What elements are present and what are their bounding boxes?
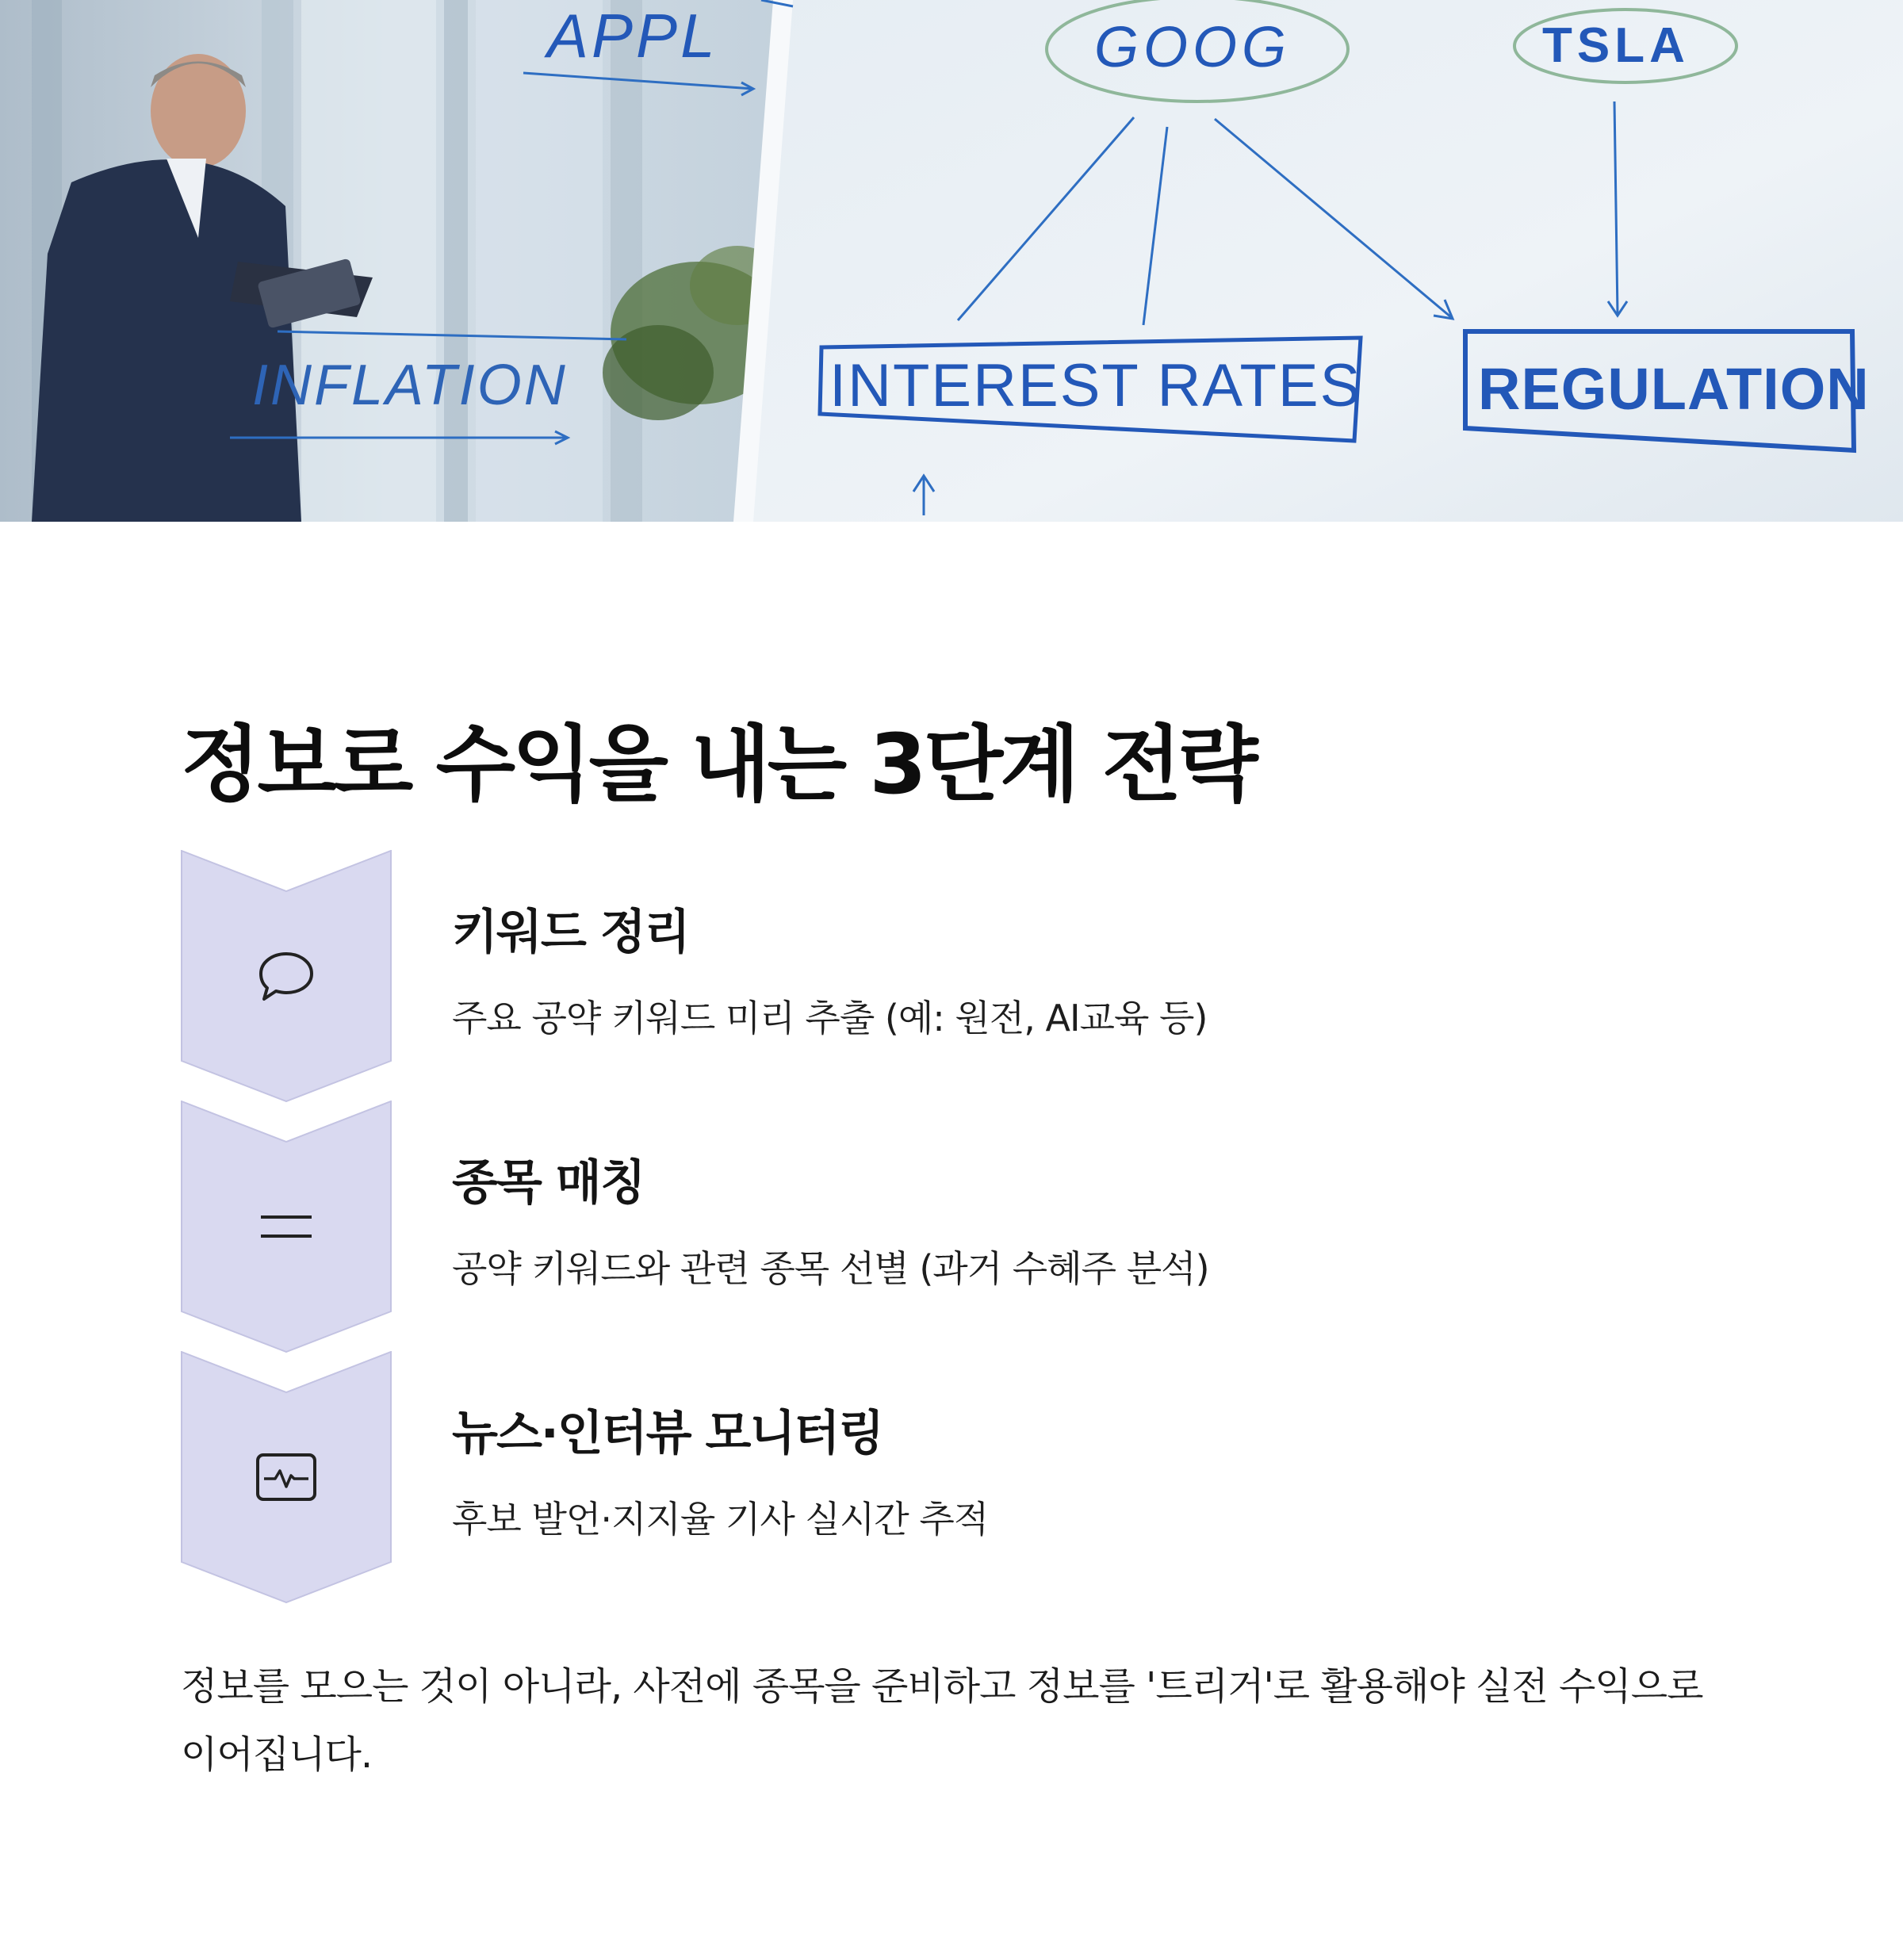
board-label-goog: GOOG <box>1094 16 1292 79</box>
board-label-regulation: REGULATION <box>1478 356 1870 422</box>
step-description: 후보 발언·지지율 기사 실시간 추적 <box>452 1498 989 1541</box>
chat-bubble-icon <box>253 943 320 1009</box>
step-item-matching <box>181 1101 1767 1353</box>
step-description: 주요 공약 키워드 미리 추출 (예: 원전, AI교육 등) <box>452 997 1208 1039</box>
step-title: 뉴스·인터뷰 모니터링 <box>452 1406 883 1461</box>
step-title: 종목 매칭 <box>452 1155 645 1211</box>
equals-icon <box>253 1193 320 1260</box>
step-title: 키워드 정리 <box>452 905 689 960</box>
step-description: 공약 키워드와 관련 종목 선별 (과거 수혜주 분석) <box>452 1247 1209 1290</box>
step-item-keyword <box>181 850 1767 1102</box>
conclusion-text: 정보를 모으는 것이 아니라, 사전에 종목을 준비하고 정보를 '트리거'로 활용해야 실전 수익으로 이어집니다. <box>181 1664 1703 1777</box>
page-title: 정보로 수익을 내는 3단계 전략 <box>181 716 1255 813</box>
board-label-inflation: INFLATION <box>252 354 568 417</box>
board-label-tsla: TSLA <box>1542 18 1690 73</box>
board-label-appl: APPL <box>547 1 718 71</box>
hero-image <box>0 0 1903 522</box>
step-item-monitoring <box>181 1351 1767 1603</box>
monitor-pulse-icon <box>253 1444 320 1510</box>
board-label-interest-rates: INTEREST RATES <box>829 352 1362 419</box>
